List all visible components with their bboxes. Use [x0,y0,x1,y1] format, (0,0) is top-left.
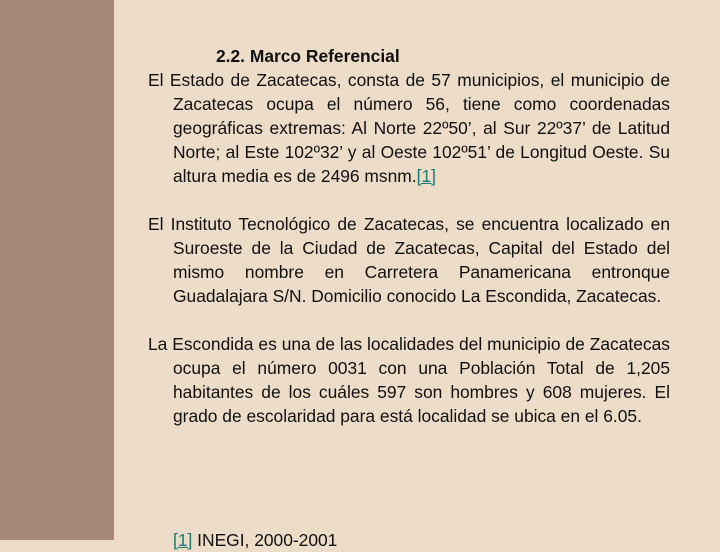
document-body [148,44,670,428]
section-heading: 2.2. Marco Referencial [216,46,400,66]
paragraph-instituto [148,212,670,308]
paragraph-text: La Escondida es una de las localidades del municipio de Zacatecas ocupa el número 0031 con una Población Total de 1,205 habitantes de los cuáles 597 son hombres y 608 mujeres. El grado de escolaridad para está localidad se ubica en el 6.05. [148,334,670,426]
footnote-text: INEGI, 2000-2001 [192,530,338,550]
paragraph-zacatecas-state [148,68,670,188]
footnote [173,528,337,552]
paragraph-text: El Estado de Zacatecas, consta de 57 municipios, el municipio de Zacatecas ocupa el número 56, tiene como coordenadas geográficas extremas: Al Norte 22º50’, al Sur 22º37’ de Latitud Norte; al Este 102º32’ y al Oeste 102º51’ de Longitud Oeste. Su altura media es de 2496 msnm. [148,70,670,186]
paragraph-la-escondida [148,332,670,428]
footnote-marker-link[interactable]: [1] [173,530,193,550]
left-side-bar [0,0,114,540]
paragraph-text: El Instituto Tecnológico de Zacatecas, se encuentra localizado en Suroeste de la Ciudad de Zacatecas, Capital del Estado del mismo nombre en Carretera Panamericana entronque Guadalajara S/N. Domicilio conocido La Escondida, Zacatecas. [148,214,670,306]
footnote-reference-link[interactable]: [1] [416,166,436,186]
